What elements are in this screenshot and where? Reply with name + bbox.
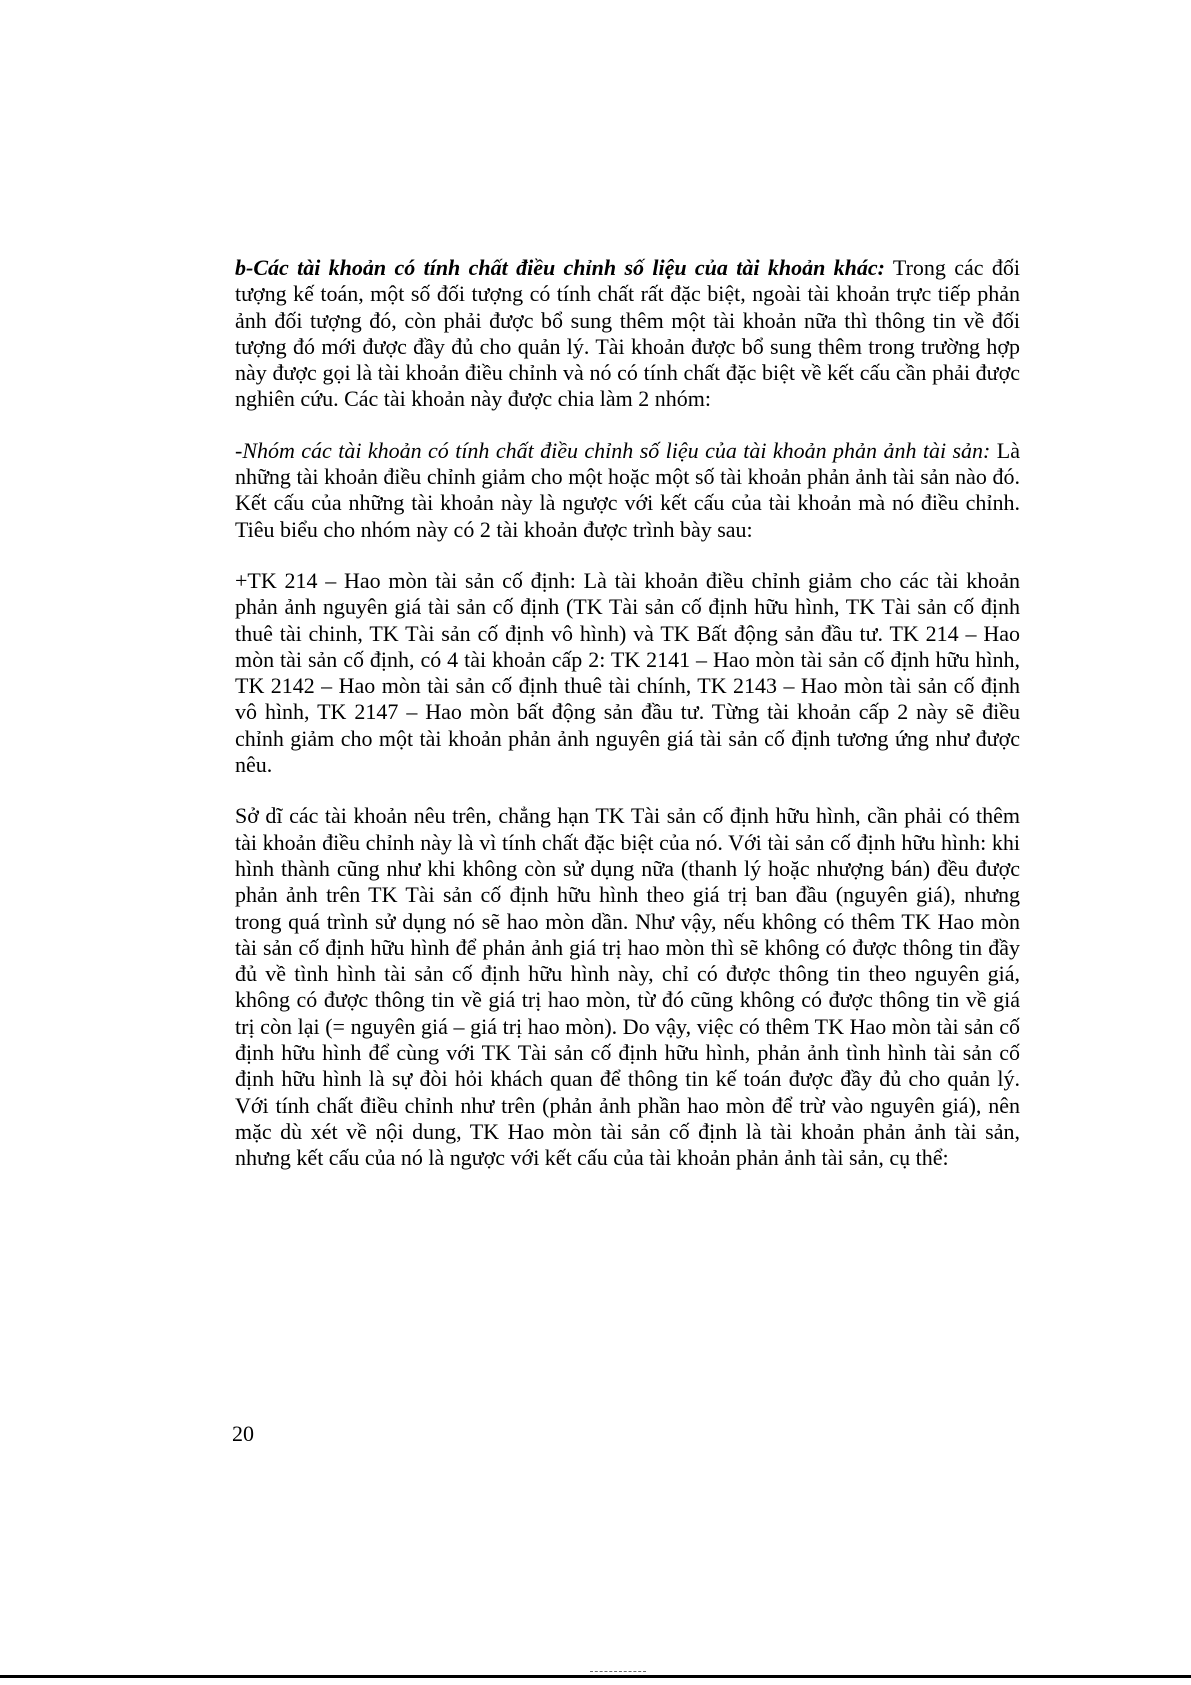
page-bottom-edge	[0, 1675, 1191, 1678]
page-body	[235, 255, 1020, 1197]
paragraph-asset-adjusting-group	[235, 438, 1020, 543]
paragraph-text: Trong các đối tượng kế toán, một số đối tượng có tính chất rất đặc biệt, ngoài tài khoản trực tiếp phản ảnh đối tượng đó, còn phải được bổ sung thêm một tài khoản nữa thì thông tin về đối tượng đó mới được đầy đủ cho quản lý. Tài khoản được bổ sung thêm trong trường hợp này được gọi là tài khoản điều chỉnh và nó có tính chất đặc biệt về kết cấu cần phải được nghiên cứu. Các tài khoản này được chia làm 2 nhóm:	[235, 255, 1020, 412]
page-number: 20	[232, 1421, 254, 1446]
paragraph-text: Là những tài khoản điều chỉnh giảm cho một hoặc một số tài khoản phản ảnh tài sản nào đó. Kết cấu của những tài khoản này là ngược với kết cấu của tài khoản mà nó điều chỉnh. Tiêu biểu cho nhóm này có 2 tài khoản được trình bày sau:	[235, 437, 1021, 542]
subsection-heading-asset-adjusting-group: -Nhóm các tài khoản có tính chất điều chỉnh số liệu của tài khoản phản ảnh tài sản:	[235, 437, 991, 463]
section-heading-adjusting-accounts: b-Các tài khoản có tính chất điều chỉnh số liệu của tài khoản khác:	[235, 255, 885, 280]
paragraph-depreciation-explanation	[235, 803, 1020, 1171]
paragraph-text: Sở dĩ các tài khoản nêu trên, chẳng hạn TK Tài sản cố định hữu hình, cần phải có thêm tài khoản điều chỉnh này là vì tính chất đặc biệt của nó. Với tài sản cố định hữu hình: khi hình thành cũng như khi không còn sử dụng nữa (thanh lý hoặc nhượng bán) đều được phản ảnh trên TK Tài sản cố định hữu hình theo giá trị ban đầu (nguyên giá), nhưng trong quá trình sử dụng nó sẽ hao mòn dần. Như vậy, nếu không có thêm TK Hao mòn tài sản cố định hữu hình để phản ảnh giá trị hao mòn thì sẽ không có được thông tin đầy đủ về tình hình tài sản cố định hữu hình này, chỉ có được thông tin theo nguyên giá, không có được thông tin về giá trị hao mòn, từ đó cũng không có được thông tin về giá trị còn lại (= nguyên giá – giá trị hao mòn). Do vậy, việc có thêm TK Hao mòn tài sản cố định hữu hình để cùng với TK Tài sản cố định hữu hình, phản ảnh tình hình tài sản cố định hữu hình là sự đòi hỏi khách quan để thông tin kế toán được đầy đủ cho quản lý. Với tính chất điều chỉnh như trên (phản ảnh phần hao mòn để trừ vào nguyên giá), nên mặc dù xét về nội dung, TK Hao mòn tài sản cố định là tài khoản phản ảnh tài sản, nhưng kết cấu của nó là ngược với kết cấu của tài khoản phản ảnh tài sản, cụ thể:	[235, 803, 1020, 1171]
paragraph-adjusting-accounts-intro	[235, 255, 1020, 413]
paragraph-tk-214	[235, 568, 1020, 778]
paragraph-text: +TK 214 – Hao mòn tài sản cố định: Là tài khoản điều chỉnh giảm cho các tài khoản phản ảnh nguyên giá tài sản cố định (TK Tài sản cố định hữu hình, TK Tài sản cố định thuê tài chinh, TK Tài sản cố định vô hình) và TK Bất động sản đầu tư. TK 214 – Hao mòn tài sản cố định, có 4 tài khoản cấp 2: TK 2141 – Hao mòn tài sản cố định hữu hình, TK 2142 – Hao mòn tài sản cố định thuê tài chính, TK 2143 – Hao mòn tài sản cố định vô hình, TK 2147 – Hao mòn bất động sản đầu tư. Từng tài khoản cấp 2 này sẽ điều chỉnh giảm cho một tài khoản phản ảnh nguyên giá tài sản cố định tương ứng như được nêu.	[235, 567, 1020, 778]
